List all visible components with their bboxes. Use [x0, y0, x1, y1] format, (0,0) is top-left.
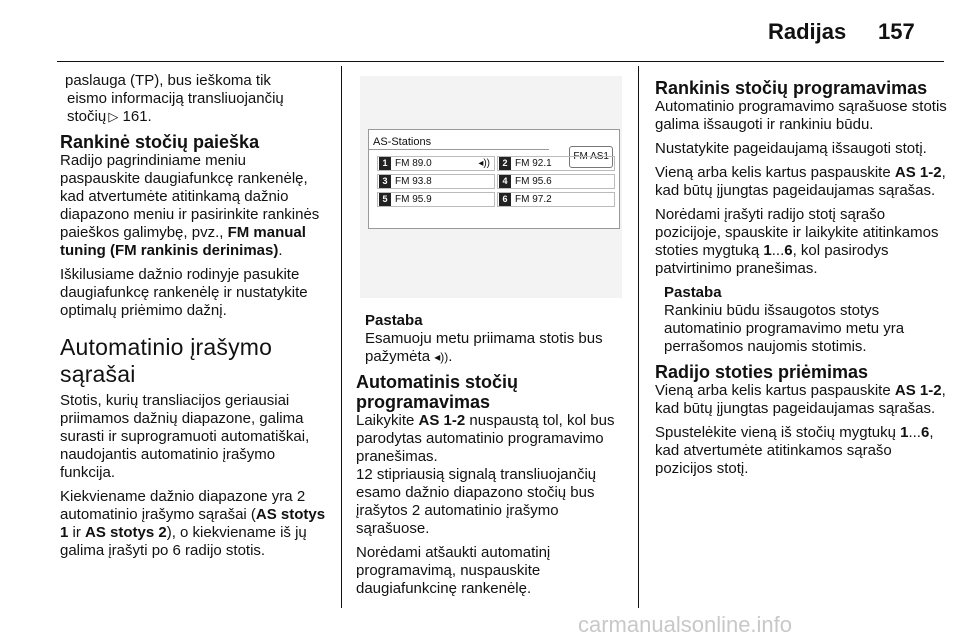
- column-1: [60, 72, 328, 566]
- manual-programming-paragraph-4: Norėdami įrašyti radijo stotį sąrašo pozicijoje, spauskite ir laikykite atitinkamos stoties mygtuką 1...6, kol pasirodys patvirtinimo pranešimas.: [655, 206, 939, 277]
- auto-store-lists-heading: Automatinio įrašymo sąrašai: [60, 334, 273, 387]
- note-text: Rankiniu būdu išsaugotos stotys automatinio programavimo metu yra perrašomos naujomis stotimis.: [664, 302, 905, 355]
- station-slot-2[interactable]: 2 FM 92.1: [497, 156, 615, 171]
- manual-search-paragraph-2: Iškilusiame dažnio rodinyje pasukite daugiafunkcę rankenėlę ir nustatykite optimalų priėmimo dažnį.: [60, 266, 308, 319]
- auto-store-paragraph-2: Kiekviename dažnio diapazone yra 2 automatinio įrašymo sąrašai (AS stotys 1 ir AS stotys 2), o kiekviename iš jų galima įrašyti po 6 radijo stotis.: [60, 488, 326, 559]
- station-slot-3[interactable]: 3 FM 93.8: [377, 174, 495, 189]
- as-1-2-label: AS 1-2: [894, 382, 942, 399]
- column-divider-2: [638, 66, 639, 608]
- station-slot-4[interactable]: 4 FM 95.6: [497, 174, 615, 189]
- station-slot-5[interactable]: 5 FM 95.9: [377, 192, 495, 207]
- note-title: Pastaba: [365, 312, 423, 329]
- auto-programming-paragraph-2: Norėdami atšaukti automatinį programavimą, nuspauskite daugiafunkcinę rankenėlę.: [356, 544, 551, 597]
- as-stations-2-label: AS stotys 2: [85, 524, 167, 541]
- as-stations-title: AS-Stations: [373, 136, 432, 148]
- station-reception-heading: Radijo stoties priėmimas: [655, 362, 869, 382]
- manual-search-paragraph-1: Radijo pagrindiniame meniu paspauskite daugiafunkcę rankenėlę, kad atvertumėte atitinkamą dažnio diapazono meniu ir pasirinkite rankinės paieškos galimybę, pvz., FM manual tuning (FM rankinis derinimas).: [60, 152, 320, 259]
- manual-programming-paragraph-3: Vieną arba kelis kartus paspauskite AS 1-2, kad būtų įjungtas pageidaujamas sąrašas.: [655, 164, 946, 199]
- speaker-icon: ◂)): [478, 157, 490, 169]
- fm-manual-tuning-label: FM manual tuning (FM rankinis derinimas): [60, 224, 306, 259]
- manual-search-heading: Rankinė stočių paieška: [60, 132, 260, 152]
- column-2: [356, 72, 628, 604]
- station-reception-paragraph-2: Spustelėkite vieną iš stočių mygtukų 1...6, kad atvertumėte atitinkamos sąrašo pozicijos stotį.: [655, 424, 934, 477]
- as-1-2-label: AS 1-2: [418, 412, 466, 429]
- auto-programming-heading: Automatinis stočių programavimas: [356, 372, 519, 412]
- as-stations-1-label: AS stotys 1: [60, 506, 326, 541]
- column-3: [655, 72, 947, 484]
- screen-header-line: [369, 149, 549, 150]
- radio-display-figure: [360, 76, 622, 298]
- manual-programming-paragraph-2: Nustatykite pageidaujamą išsaugoti stotį.: [655, 140, 927, 157]
- auto-store-paragraph-1: Stotis, kurių transliacijos geriausiai priimamos dažnių diapazone, galima surasti ir suprogramuoti automatiškai, naudojantis automatinio įrašymo funkcija.: [60, 392, 310, 481]
- intro-line-1: paslauga (TP), bus ieškoma tik: [65, 72, 271, 89]
- manual-programming-paragraph-1: Automatinio programavimo sąrašuose stotis galima išsaugoti ir rankiniu būdu.: [655, 98, 947, 133]
- page-section-title: Radijas: [768, 19, 847, 44]
- note-text: Esamuoju metu priimama stotis bus pažymėta ◂)).: [365, 330, 603, 365]
- fm-as1-tag: FM AS1: [569, 146, 613, 168]
- intro-line-2: eismo informaciją transliuojančių: [67, 90, 284, 107]
- manual-programming-heading: Rankinis stočių programavimas: [655, 78, 928, 98]
- auto-programming-paragraph-1: Laikykite AS 1-2 nuspaustą tol, kol bus parodytas automatinio programavimo pranešimas. 12 stipriausią signalą transliuojančių esamo dažnio diapazono stočių bus įrašytos 2 automatinio įrašymo sąrašuose.: [356, 412, 615, 537]
- station-reception-paragraph-1: Vieną arba kelis kartus paspauskite AS 1-2, kad būtų įjungtas pageidaujamas sąrašas.: [655, 382, 946, 417]
- intro-line-3: stočių: [67, 108, 107, 125]
- header-divider: [57, 61, 944, 62]
- as-stations-screen: [368, 129, 620, 229]
- watermark: carmanualsonline.info: [578, 612, 793, 637]
- station-slot-1[interactable]: 1 FM 89.0 ◂)): [377, 156, 495, 171]
- station-slot-6[interactable]: 6 FM 97.2: [497, 192, 615, 207]
- page-reference-arrow-icon: ▷: [108, 109, 119, 124]
- intro-paragraph: [60, 72, 328, 126]
- intro-page-ref[interactable]: 161.: [122, 108, 152, 125]
- note-box-2: [655, 284, 947, 356]
- speaker-icon: ◂)): [434, 350, 449, 364]
- note-box-1: [356, 312, 628, 366]
- note-title: Pastaba: [664, 284, 722, 301]
- as-1-2-label: AS 1-2: [894, 164, 942, 181]
- page-number: 157: [878, 19, 915, 44]
- column-divider-1: [341, 66, 342, 608]
